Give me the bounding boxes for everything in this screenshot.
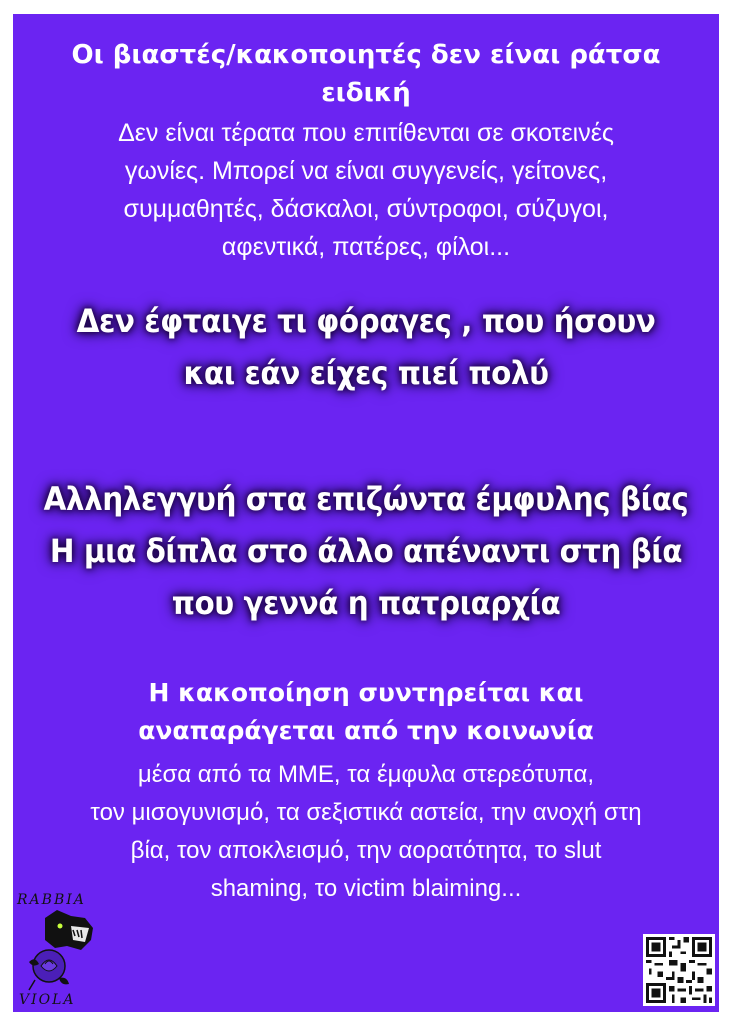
- heading-abusers-line: ειδική: [321, 78, 411, 108]
- poster: [13, 14, 719, 1012]
- rabbia-viola-logo: [15, 886, 115, 1008]
- slogan-line: που γεννά η πατριαρχία: [171, 584, 561, 622]
- outro-line: shaming, το victim blaiming...: [210, 875, 522, 902]
- intro-line: αφεντικά, πατέρες, φίλοι...: [221, 233, 511, 261]
- heading-society-line: αναπαράγεται από την κοινωνία: [138, 716, 594, 745]
- logo-top-text: RABBIA: [17, 892, 86, 908]
- logo-bottom-text: VIOLA: [19, 992, 76, 1008]
- qr-code-icon: [643, 934, 715, 1006]
- outro-line: τον μισογυνισμό, τα σεξιστικά αστεία, την ανοχή στη: [90, 799, 642, 826]
- outro-line: μέσα από τα ΜΜΕ, τα έμφυλα στερεότυπα,: [137, 761, 595, 788]
- outro-line: βία, τον αποκλεισμό, την αορατότητα, το slut: [130, 837, 602, 864]
- panther-rose-icon: [15, 906, 115, 1006]
- slogan-line: Η μια δίπλα στο άλλο απέναντι στη βία: [49, 532, 683, 570]
- slogan-solidarity: [41, 473, 691, 629]
- intro-paragraph: [13, 114, 719, 266]
- slogan-line: και εάν είχες πιεί πολύ: [183, 354, 549, 392]
- outro-paragraph: [13, 756, 719, 908]
- intro-line: γωνίες. Μπορεί να είναι συγγενείς, γείτονες,: [124, 157, 608, 185]
- qr-code-icon: [643, 934, 715, 1006]
- intro-line: συμμαθητές, δάσκαλοι, σύντροφοι, σύζυγοι,: [123, 195, 609, 223]
- heading-society-line: Η κακοποίηση συντηρείται και: [148, 678, 584, 707]
- heading-abusers-line: Οι βιαστές/κακοποιητές δεν είναι ράτσα: [71, 40, 661, 70]
- slogan-line: Αλληλεγγυή στα επιζώντα έμφυλης βίας: [43, 480, 689, 518]
- heading-abusers: [13, 36, 719, 112]
- intro-line: Δεν είναι τέρατα που επιτίθενται σε σκοτεινές: [118, 119, 614, 147]
- slogan-not-your-fault: [41, 295, 691, 399]
- heading-society: [13, 674, 719, 750]
- slogan-line: Δεν έφταιγε τι φόραγες , που ήσουν: [76, 302, 656, 340]
